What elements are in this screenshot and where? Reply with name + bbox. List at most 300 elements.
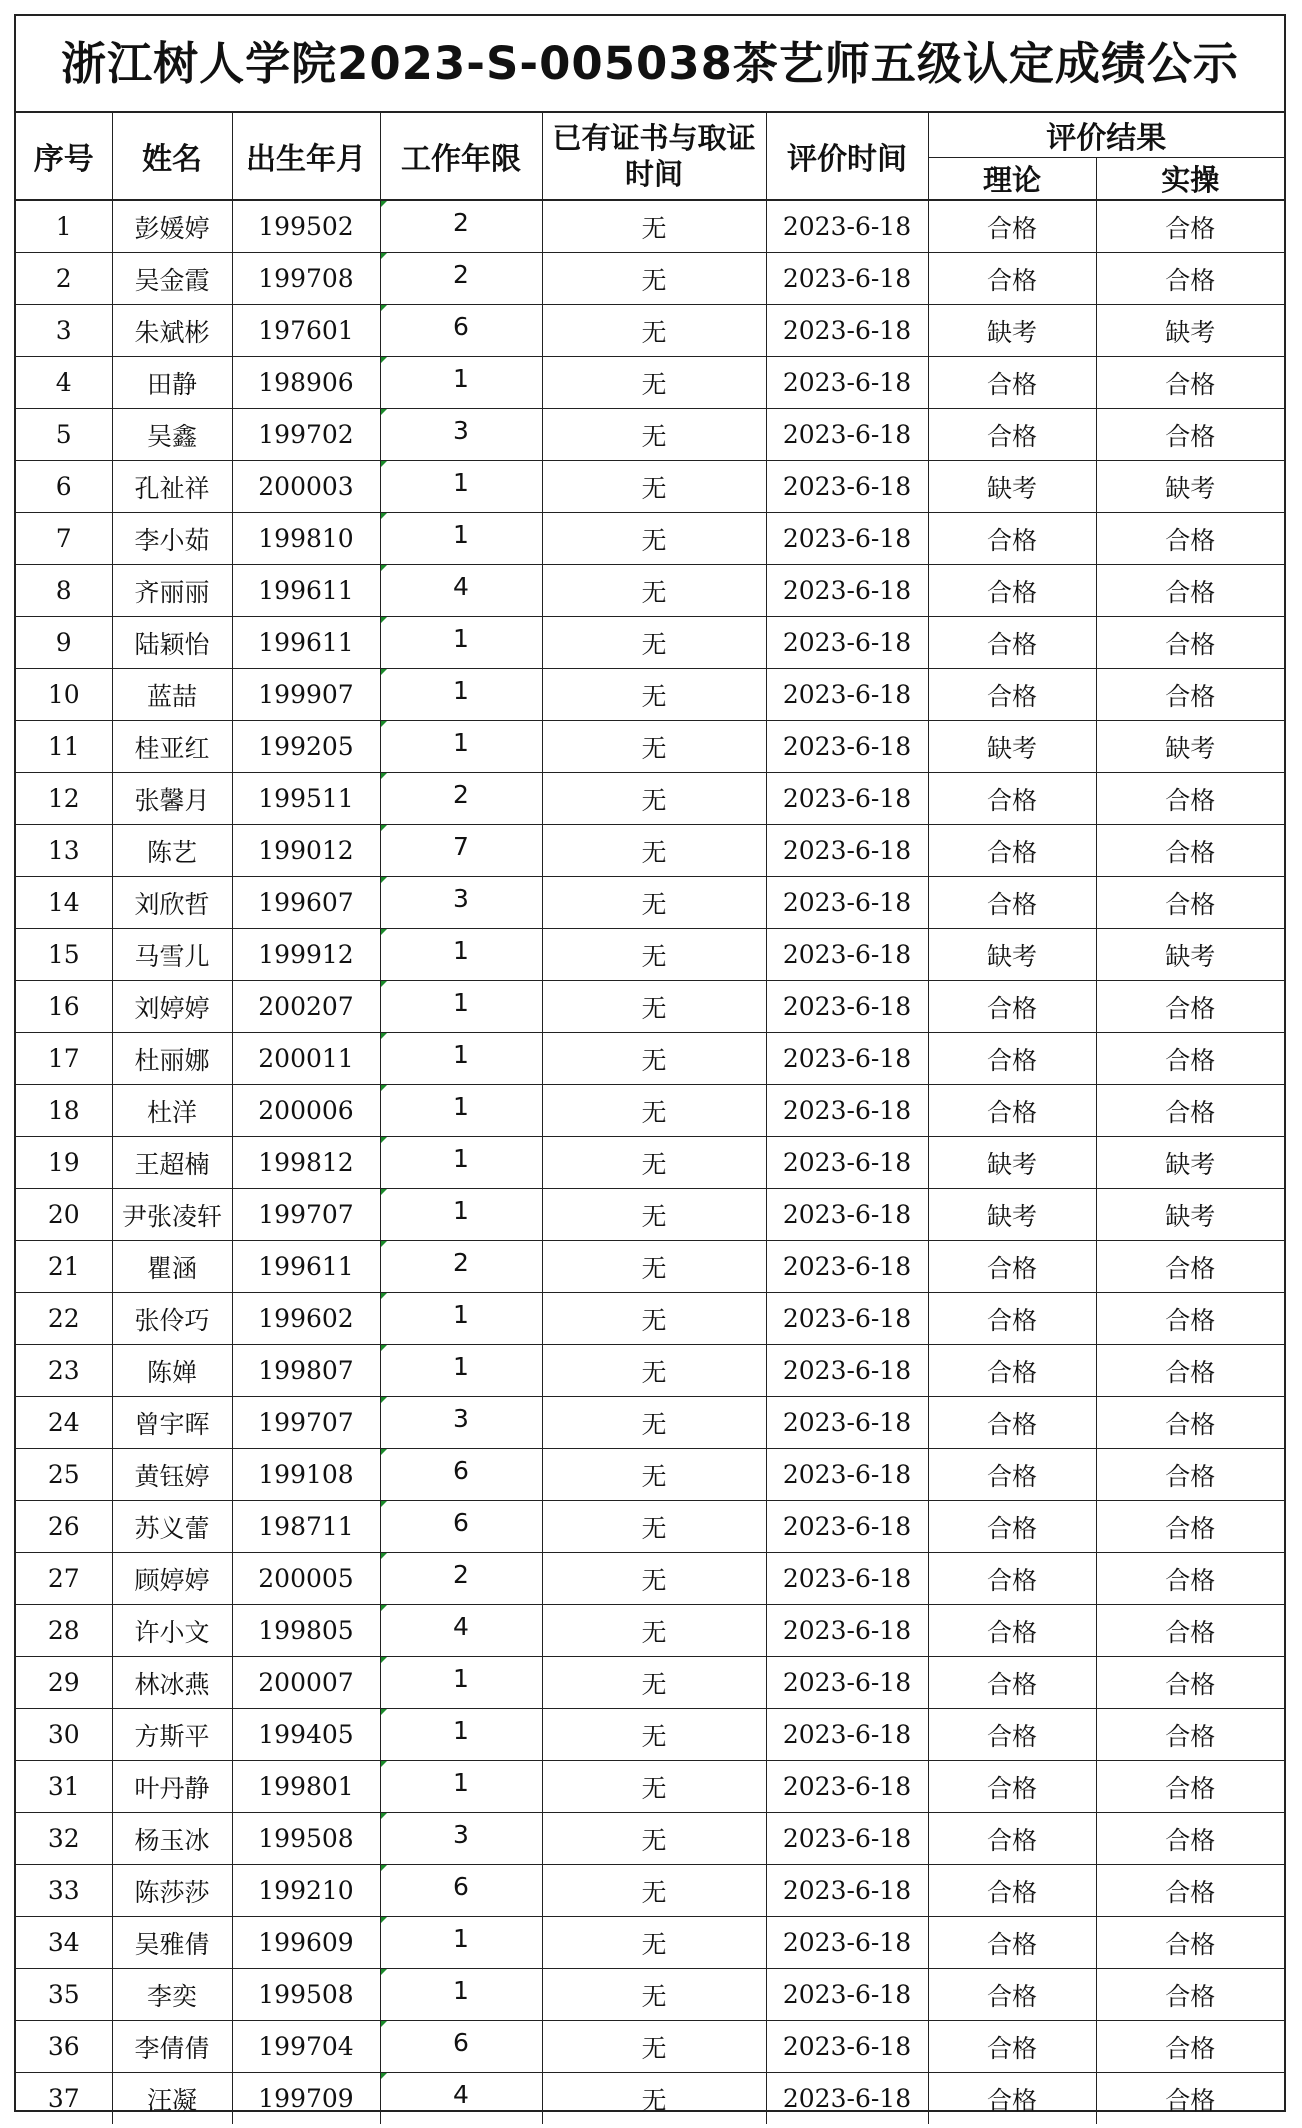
cell-practice: 合格 [1096, 2073, 1284, 2125]
cell-cert: 无 [542, 669, 766, 721]
cell-date: 2023-6-18 [766, 513, 928, 565]
cell-years [380, 200, 542, 253]
cell-theory: 合格 [928, 565, 1096, 617]
cell-no: 17 [16, 1033, 112, 1085]
cell-practice: 合格 [1096, 409, 1284, 461]
cell-theory: 缺考 [928, 461, 1096, 513]
cell-birth: 199609 [232, 1917, 380, 1969]
cell-cert: 无 [542, 721, 766, 773]
table-row [16, 409, 1284, 461]
work-years-value: 1 [453, 1144, 469, 1173]
cell-cert: 无 [542, 1293, 766, 1345]
cell-cert: 无 [542, 1137, 766, 1189]
cell-birth: 200011 [232, 1033, 380, 1085]
cell-birth: 198711 [232, 1501, 380, 1553]
cell-birth: 199812 [232, 1137, 380, 1189]
work-years-value: 1 [453, 1976, 469, 2005]
cell-birth: 200006 [232, 1085, 380, 1137]
cell-cert: 无 [542, 1865, 766, 1917]
cell-name: 张伶巧 [112, 1293, 232, 1345]
table-row [16, 1085, 1284, 1137]
work-years-value: 1 [453, 1040, 469, 1069]
cell-no: 10 [16, 669, 112, 721]
cell-name: 刘欣哲 [112, 877, 232, 929]
cell-no: 21 [16, 1241, 112, 1293]
cell-date: 2023-6-18 [766, 409, 928, 461]
cell-name: 陈莎莎 [112, 1865, 232, 1917]
cell-practice: 缺考 [1096, 929, 1284, 981]
cell-cert: 无 [542, 253, 766, 305]
cell-theory: 合格 [928, 669, 1096, 721]
cell-theory: 合格 [928, 1605, 1096, 1657]
table-row [16, 1709, 1284, 1761]
cell-years [380, 461, 542, 513]
cell-practice: 合格 [1096, 773, 1284, 825]
cell-theory: 合格 [928, 1501, 1096, 1553]
cell-years [380, 2073, 542, 2125]
cell-practice: 合格 [1096, 669, 1284, 721]
cell-years [380, 357, 542, 409]
results-sheet [14, 14, 1286, 2115]
cell-no: 5 [16, 409, 112, 461]
cell-name: 朱斌彬 [112, 305, 232, 357]
cell-name: 刘婷婷 [112, 981, 232, 1033]
cell-birth: 198906 [232, 357, 380, 409]
cell-cert: 无 [542, 1605, 766, 1657]
cell-practice: 缺考 [1096, 1189, 1284, 1241]
work-years-value: 6 [453, 1872, 469, 1901]
cell-no: 9 [16, 617, 112, 669]
cell-cert: 无 [542, 1813, 766, 1865]
table-row [16, 1189, 1284, 1241]
cell-birth: 199810 [232, 513, 380, 565]
cell-name: 陈婵 [112, 1345, 232, 1397]
cell-cert: 无 [542, 773, 766, 825]
work-years-value: 2 [453, 1560, 469, 1589]
cell-cert: 无 [542, 2073, 766, 2125]
cell-theory: 缺考 [928, 1137, 1096, 1189]
cell-birth: 199508 [232, 1813, 380, 1865]
cell-practice: 合格 [1096, 1761, 1284, 1813]
work-years-value: 1 [453, 1352, 469, 1381]
cell-birth: 200005 [232, 1553, 380, 1605]
cell-years [380, 1501, 542, 1553]
table-row [16, 1033, 1284, 1085]
cell-theory: 合格 [928, 1085, 1096, 1137]
cell-practice: 合格 [1096, 200, 1284, 253]
cell-years [380, 1345, 542, 1397]
cell-no: 33 [16, 1865, 112, 1917]
cell-theory: 合格 [928, 2073, 1096, 2125]
cell-theory: 合格 [928, 1813, 1096, 1865]
cell-cert: 无 [542, 200, 766, 253]
header-cert: 已有证书与取证时间 [542, 113, 766, 201]
cell-cert: 无 [542, 1345, 766, 1397]
cell-cert: 无 [542, 877, 766, 929]
cell-no: 36 [16, 2021, 112, 2073]
work-years-value: 1 [453, 624, 469, 653]
cell-no: 28 [16, 1605, 112, 1657]
cell-birth: 199508 [232, 1969, 380, 2021]
cell-practice: 合格 [1096, 981, 1284, 1033]
table-row [16, 1969, 1284, 2021]
work-years-value: 4 [453, 572, 469, 601]
work-years-value: 6 [453, 2028, 469, 2057]
cell-date: 2023-6-18 [766, 1969, 928, 2021]
cell-birth: 199805 [232, 1605, 380, 1657]
work-years-value: 1 [453, 936, 469, 965]
cell-date: 2023-6-18 [766, 200, 928, 253]
cell-theory: 缺考 [928, 721, 1096, 773]
cell-years [380, 1137, 542, 1189]
table-row [16, 1605, 1284, 1657]
table-row [16, 305, 1284, 357]
cell-date: 2023-6-18 [766, 1137, 928, 1189]
cell-theory: 合格 [928, 357, 1096, 409]
cell-birth: 199210 [232, 1865, 380, 1917]
cell-practice: 合格 [1096, 1033, 1284, 1085]
cell-no: 30 [16, 1709, 112, 1761]
cell-cert: 无 [542, 357, 766, 409]
cell-no: 4 [16, 357, 112, 409]
cell-no: 8 [16, 565, 112, 617]
work-years-value: 1 [453, 988, 469, 1017]
cell-name: 李奕 [112, 1969, 232, 2021]
cell-cert: 无 [542, 1241, 766, 1293]
cell-birth: 199702 [232, 409, 380, 461]
cell-years [380, 409, 542, 461]
cell-name: 王超楠 [112, 1137, 232, 1189]
cell-name: 彭媛婷 [112, 200, 232, 253]
header-row [16, 113, 1284, 158]
cell-theory: 合格 [928, 513, 1096, 565]
cell-practice: 合格 [1096, 1085, 1284, 1137]
cell-no: 11 [16, 721, 112, 773]
cell-no: 22 [16, 1293, 112, 1345]
table-row [16, 1657, 1284, 1709]
cell-date: 2023-6-18 [766, 1761, 928, 1813]
table-row [16, 825, 1284, 877]
cell-date: 2023-6-18 [766, 1033, 928, 1085]
work-years-value: 4 [453, 1612, 469, 1641]
work-years-value: 1 [453, 1716, 469, 1745]
cell-cert: 无 [542, 1189, 766, 1241]
table-row [16, 721, 1284, 773]
cell-date: 2023-6-18 [766, 669, 928, 721]
cell-name: 张馨月 [112, 773, 232, 825]
cell-name: 许小文 [112, 1605, 232, 1657]
cell-practice: 合格 [1096, 1657, 1284, 1709]
cell-birth: 199912 [232, 929, 380, 981]
table-row [16, 1345, 1284, 1397]
cell-name: 蓝喆 [112, 669, 232, 721]
table-row [16, 1397, 1284, 1449]
cell-years [380, 877, 542, 929]
cell-years [380, 981, 542, 1033]
work-years-value: 2 [453, 208, 469, 237]
cell-date: 2023-6-18 [766, 1501, 928, 1553]
cell-cert: 无 [542, 617, 766, 669]
cell-date: 2023-6-18 [766, 1813, 928, 1865]
cell-name: 林冰燕 [112, 1657, 232, 1709]
table-row [16, 1449, 1284, 1501]
cell-theory: 缺考 [928, 929, 1096, 981]
cell-cert: 无 [542, 565, 766, 617]
cell-date: 2023-6-18 [766, 877, 928, 929]
cell-years [380, 669, 542, 721]
cell-theory: 合格 [928, 1293, 1096, 1345]
work-years-value: 2 [453, 1248, 469, 1277]
cell-date: 2023-6-18 [766, 721, 928, 773]
cell-practice: 缺考 [1096, 461, 1284, 513]
cell-cert: 无 [542, 1397, 766, 1449]
cell-practice: 合格 [1096, 1501, 1284, 1553]
cell-theory: 合格 [928, 1917, 1096, 1969]
work-years-value: 1 [453, 728, 469, 757]
cell-date: 2023-6-18 [766, 773, 928, 825]
cell-theory: 合格 [928, 1449, 1096, 1501]
work-years-value: 2 [453, 260, 469, 289]
cell-no: 12 [16, 773, 112, 825]
cell-theory: 缺考 [928, 1189, 1096, 1241]
cell-no: 2 [16, 253, 112, 305]
table-row [16, 981, 1284, 1033]
cell-years [380, 1553, 542, 1605]
cell-years [380, 1969, 542, 2021]
work-years-value: 6 [453, 312, 469, 341]
cell-practice: 合格 [1096, 1293, 1284, 1345]
cell-practice: 合格 [1096, 825, 1284, 877]
cell-date: 2023-6-18 [766, 1605, 928, 1657]
cell-theory: 合格 [928, 617, 1096, 669]
cell-date: 2023-6-18 [766, 1657, 928, 1709]
cell-name: 杨玉冰 [112, 1813, 232, 1865]
cell-birth: 199707 [232, 1397, 380, 1449]
cell-cert: 无 [542, 461, 766, 513]
cell-theory: 合格 [928, 409, 1096, 461]
cell-no: 29 [16, 1657, 112, 1709]
cell-birth: 200003 [232, 461, 380, 513]
table-row [16, 1865, 1284, 1917]
cell-name: 杜洋 [112, 1085, 232, 1137]
cell-no: 13 [16, 825, 112, 877]
cell-name: 方斯平 [112, 1709, 232, 1761]
table-row [16, 1137, 1284, 1189]
cell-date: 2023-6-18 [766, 617, 928, 669]
cell-years [380, 1813, 542, 1865]
cell-date: 2023-6-18 [766, 825, 928, 877]
cell-years [380, 1709, 542, 1761]
cell-practice: 合格 [1096, 1709, 1284, 1761]
cell-practice: 合格 [1096, 617, 1284, 669]
cell-years [380, 1449, 542, 1501]
cell-years [380, 253, 542, 305]
cell-name: 李小茹 [112, 513, 232, 565]
cell-birth: 199708 [232, 253, 380, 305]
cell-practice: 合格 [1096, 1345, 1284, 1397]
cell-birth: 199611 [232, 565, 380, 617]
table-row [16, 253, 1284, 305]
cell-date: 2023-6-18 [766, 253, 928, 305]
cell-birth: 199511 [232, 773, 380, 825]
work-years-value: 6 [453, 1508, 469, 1537]
cell-date: 2023-6-18 [766, 1397, 928, 1449]
table-row [16, 200, 1284, 253]
cell-theory: 合格 [928, 1865, 1096, 1917]
cell-cert: 无 [542, 929, 766, 981]
cell-date: 2023-6-18 [766, 357, 928, 409]
cell-name: 尹张凌轩 [112, 1189, 232, 1241]
cell-years [380, 1033, 542, 1085]
table-row [16, 1917, 1284, 1969]
cell-years [380, 513, 542, 565]
cell-practice: 缺考 [1096, 1137, 1284, 1189]
work-years-value: 1 [453, 1196, 469, 1225]
cell-date: 2023-6-18 [766, 1345, 928, 1397]
cell-birth: 200007 [232, 1657, 380, 1709]
work-years-value: 1 [453, 1664, 469, 1693]
cell-name: 孔祉祥 [112, 461, 232, 513]
cell-birth: 199205 [232, 721, 380, 773]
cell-date: 2023-6-18 [766, 1917, 928, 1969]
cell-practice: 缺考 [1096, 305, 1284, 357]
cell-cert: 无 [542, 1917, 766, 1969]
cell-practice: 合格 [1096, 1813, 1284, 1865]
cell-name: 吴鑫 [112, 409, 232, 461]
cell-cert: 无 [542, 1553, 766, 1605]
cell-date: 2023-6-18 [766, 1085, 928, 1137]
cell-no: 16 [16, 981, 112, 1033]
cell-birth: 199611 [232, 1241, 380, 1293]
work-years-value: 7 [453, 832, 469, 861]
cell-years [380, 1241, 542, 1293]
cell-cert: 无 [542, 2021, 766, 2073]
work-years-value: 1 [453, 520, 469, 549]
cell-cert: 无 [542, 1657, 766, 1709]
cell-no: 1 [16, 200, 112, 253]
work-years-value: 3 [453, 416, 469, 445]
cell-years [380, 1865, 542, 1917]
cell-no: 31 [16, 1761, 112, 1813]
cell-birth: 199012 [232, 825, 380, 877]
header-name: 姓名 [112, 113, 232, 201]
cell-practice: 合格 [1096, 1241, 1284, 1293]
cell-name: 汪凝 [112, 2073, 232, 2125]
cell-theory: 合格 [928, 2021, 1096, 2073]
cell-theory: 合格 [928, 1709, 1096, 1761]
work-years-value: 1 [453, 1768, 469, 1797]
cell-date: 2023-6-18 [766, 1449, 928, 1501]
work-years-value: 1 [453, 1092, 469, 1121]
cell-name: 齐丽丽 [112, 565, 232, 617]
cell-years [380, 1397, 542, 1449]
cell-cert: 无 [542, 981, 766, 1033]
cell-no: 14 [16, 877, 112, 929]
header-theory: 理论 [928, 158, 1096, 201]
work-years-value: 1 [453, 1924, 469, 1953]
cell-theory: 合格 [928, 1761, 1096, 1813]
cell-cert: 无 [542, 1969, 766, 2021]
cell-date: 2023-6-18 [766, 565, 928, 617]
cell-practice: 合格 [1096, 513, 1284, 565]
table-row [16, 513, 1284, 565]
cell-practice: 合格 [1096, 1865, 1284, 1917]
cell-theory: 合格 [928, 1241, 1096, 1293]
header-birth: 出生年月 [232, 113, 380, 201]
cell-practice: 合格 [1096, 565, 1284, 617]
cell-name: 顾婷婷 [112, 1553, 232, 1605]
cell-name: 马雪儿 [112, 929, 232, 981]
cell-cert: 无 [542, 1449, 766, 1501]
cell-no: 37 [16, 2073, 112, 2125]
cell-name: 杜丽娜 [112, 1033, 232, 1085]
cell-theory: 合格 [928, 981, 1096, 1033]
cell-theory: 合格 [928, 1969, 1096, 2021]
cell-practice: 合格 [1096, 1397, 1284, 1449]
cell-date: 2023-6-18 [766, 1709, 928, 1761]
work-years-value: 1 [453, 1300, 469, 1329]
cell-birth: 200207 [232, 981, 380, 1033]
cell-years [380, 565, 542, 617]
cell-years [380, 1189, 542, 1241]
cell-date: 2023-6-18 [766, 2073, 928, 2125]
cell-practice: 合格 [1096, 1553, 1284, 1605]
cell-theory: 合格 [928, 1345, 1096, 1397]
header-practice: 实操 [1096, 158, 1284, 201]
cell-practice: 合格 [1096, 877, 1284, 929]
cell-birth: 197601 [232, 305, 380, 357]
table-row [16, 1293, 1284, 1345]
table-row [16, 565, 1284, 617]
cell-birth: 199801 [232, 1761, 380, 1813]
cell-name: 瞿涵 [112, 1241, 232, 1293]
header-result: 评价结果 [928, 113, 1284, 158]
table-row [16, 617, 1284, 669]
table-row [16, 877, 1284, 929]
work-years-value: 3 [453, 1404, 469, 1433]
table-row [16, 1553, 1284, 1605]
cell-years [380, 1293, 542, 1345]
cell-birth: 199108 [232, 1449, 380, 1501]
cell-practice: 合格 [1096, 2021, 1284, 2073]
cell-theory: 合格 [928, 825, 1096, 877]
cell-theory: 缺考 [928, 305, 1096, 357]
cell-years [380, 1605, 542, 1657]
cell-birth: 199907 [232, 669, 380, 721]
cell-practice: 合格 [1096, 1605, 1284, 1657]
work-years-value: 1 [453, 676, 469, 705]
cell-date: 2023-6-18 [766, 1865, 928, 1917]
cell-theory: 合格 [928, 877, 1096, 929]
cell-no: 25 [16, 1449, 112, 1501]
cell-birth: 199807 [232, 1345, 380, 1397]
cell-theory: 合格 [928, 1033, 1096, 1085]
cell-years [380, 773, 542, 825]
cell-name: 陆颖怡 [112, 617, 232, 669]
work-years-value: 1 [453, 468, 469, 497]
table-row [16, 1241, 1284, 1293]
page-title: 浙江树人学院2023-S-005038茶艺师五级认定成绩公示 [16, 16, 1284, 113]
cell-no: 35 [16, 1969, 112, 2021]
cell-date: 2023-6-18 [766, 929, 928, 981]
cell-name: 吴金霞 [112, 253, 232, 305]
cell-birth: 199704 [232, 2021, 380, 2073]
cell-years [380, 825, 542, 877]
cell-no: 23 [16, 1345, 112, 1397]
cell-name: 田静 [112, 357, 232, 409]
cell-practice: 合格 [1096, 1969, 1284, 2021]
cell-years [380, 1917, 542, 1969]
